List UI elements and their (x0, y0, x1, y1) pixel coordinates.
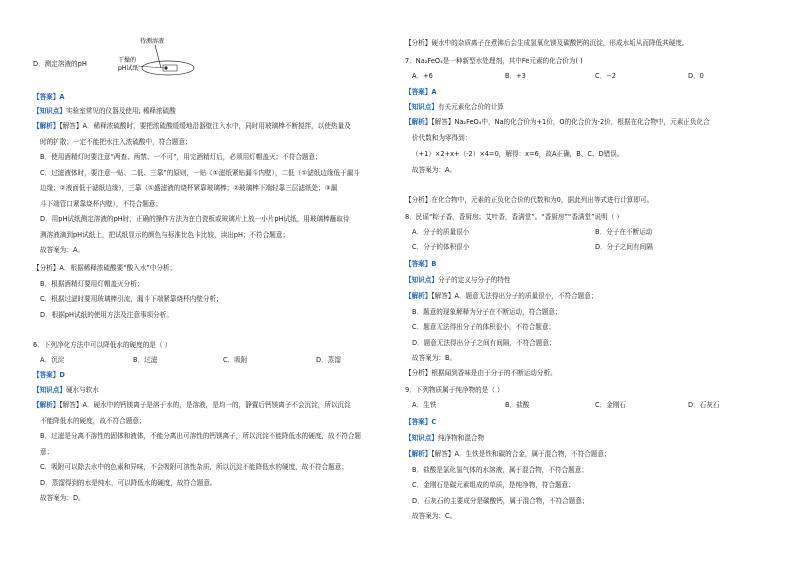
ph-test-figure (108, 33, 208, 83)
q9-option-a: A．生铁 (412, 401, 437, 409)
q5-knowledge: 【知识点】实验室常见的仪器及使用; 稀释浓硫酸 (33, 107, 176, 115)
q8-analysis: 【分析】根据闻到香味是由于分子的不断运动分析。 (405, 369, 557, 377)
explanation-line: 故答案为：A。 (40, 246, 85, 254)
q7-option-b: B．+3 (505, 72, 526, 80)
explanation-line: 故答案为：D。 (40, 494, 85, 502)
q6-option-c: C．吸附 (223, 356, 248, 364)
explanation-line: C．题意无法得出分子的体积很小，不符合题意； (412, 323, 556, 331)
q7-stem: 7．Na₂FeO₄是一种新型水处理剂，其中Fe元素的化合价为( ) (405, 57, 583, 65)
explanation-line: 边缘；②液面低于滤纸边缘），三靠（①盛滤液的烧杯紧靠玻璃棒；②玻璃棒下端轻靠三层滤纸处；③漏 (40, 184, 338, 192)
explanation-line: 【解析】【解答】A．稀释浓硫酸时，要把浓硫酸缓缓地沿器壁注入水中，同时用玻璃棒不断搅拌，以使热量及 (33, 122, 351, 130)
explanation-line: D．蒸馏得到的水是纯水，可以降低水的硬度，故符合题意。 (40, 478, 217, 487)
explanation-line: 【解析】【解答】A．硬水中的钙镁离子是溶于水的，是溶液，是均一的，静置后钙镁离子不会沉淀，所以沉淀 (33, 401, 351, 409)
explanation-line: D．题意无法得出分子之间有间隔，不符合题意； (412, 338, 556, 347)
q7-option-a: A．+6 (412, 72, 433, 80)
q8-option-d: D．分子之间有间隔 (595, 243, 653, 251)
explanation-line: B．过滤是分离不溶性的固体和液体，不能分离出可溶性的钙镁离子，所以沉淀不能降低水的硬度，故不符合题 (40, 432, 362, 440)
q9-option-d: D．石灰石 (688, 401, 720, 409)
explanation-line: 不能降低水的硬度，故不符合题意； (40, 416, 146, 425)
q5-answer: 【答案】A (33, 93, 65, 101)
q6-answer: 【答案】D (33, 371, 65, 379)
analysis-line: B．根据酒精灯要用灯帽盖灭分析； (40, 279, 144, 288)
q8-stem: 8．民谣“粽子香，香厨房；艾叶香，香满堂”。“香厨房”“香满堂”说明（ ） (405, 213, 624, 221)
q6-stem: 6．下列净化方法中可以降低水的硬度的是（ ） (33, 341, 172, 349)
q6-option-b: B．过滤 (133, 356, 158, 364)
explanation-line: 故答案为：B。 (412, 354, 457, 362)
figure-label-paper: 干燥的 (118, 57, 137, 64)
q9-answer: 【答案】C (405, 418, 437, 426)
q9-knowledge: 【知识点】纯净物和混合物 (405, 434, 485, 442)
explanation-line: 测溶液滴到pH试纸上，把试纸显示的颜色与标准比色卡比较，读出pH；不符合题意； (40, 230, 290, 239)
explanation-line: 时的扩散；一定不能把水注入浓硫酸中，符合题意； (40, 137, 192, 146)
q8-option-b: B．分子在不断运动 (595, 228, 653, 236)
explanation-line: C．吸附可以除去水中的色素和异味，不会吸附可溶性杂质，所以沉淀不能降低水的硬度，故不符合题意； (40, 463, 348, 471)
q9-stem: 9．下列物质属于纯净物的是（ ） (405, 386, 504, 394)
explanation-line: 意； (40, 447, 54, 456)
figure-label-solution: 待测溶液 (140, 38, 165, 45)
explanation-line: B．题意的现象解释为分子在不断运动，符合题意； (412, 307, 562, 316)
q9-option-c: C．金刚石 (595, 401, 626, 409)
analysis-line: C．根据过滤时要用玻璃棒引流，漏斗下端紧靠烧杯内壁分析； (40, 295, 223, 303)
q8-option-c: C．分子的体积很小 (412, 243, 470, 251)
explanation-line: 故答案为：C。 (412, 512, 457, 520)
q6-analysis: 【分析】硬水中的杂质离子在煮沸后会生成氢氧化镁及碳酸钙的沉淀，形成水垢从而降低其硬度。 (405, 39, 689, 47)
q7-option-c: C．−2 (595, 72, 616, 80)
q9-option-b: B．盐酸 (505, 401, 530, 409)
q6-knowledge: 【知识点】硬水与软水 (33, 386, 99, 394)
explanation-line: C．金刚石是碳元素组成的单质，是纯净物，符合题意； (412, 481, 575, 489)
q8-answer: 【答案】B (405, 260, 437, 268)
explanation-line: C．过滤液体时，要注意一贴、二低、三靠”的原则，一贴（①滤纸紧贴漏斗内壁），二低（①滤纸边缘低于漏斗 (40, 168, 360, 177)
q5-option-d: D．测定溶液的pH (33, 60, 87, 68)
explanation-line: （+1）×2+x+（-2）×4=0，解得：x=6，故A正确，B、C、D错误。 (412, 150, 624, 158)
q6-option-a: A．沉淀 (40, 356, 65, 364)
q7-option-d: D．0 (688, 72, 704, 80)
explanation-line: D．石灰石的主要成分是碳酸钙，属于混合物，不符合题意； (412, 496, 589, 505)
q8-option-a: A．分子的质量很小 (412, 228, 470, 236)
explanation-line: 【解析】【解答】A．生铁是铁和碳的合金，属于混合物，不符合题意； (405, 450, 611, 458)
explanation-line: 故答案为：A。 (412, 166, 457, 174)
explanation-line: 【解析】【解答】A．题意无法得出分子的质量很小，不符合题意； (405, 292, 598, 300)
explanation-line: B．盐酸是氯化氢气体的水溶液，属于混合物，不符合题意； (412, 465, 588, 474)
explanation-line: B．使用酒精灯时要注意“两查、两禁、一不可”，用完酒精灯后，必须用灯帽盖灭；不符合题意； (40, 153, 322, 161)
figure-label-paper2: pH试纸 (118, 65, 139, 72)
q7-analysis: 【分析】在化合物中，元素的正负化合价的代数和为0，据此列出等式进行计算即可。 (405, 196, 654, 204)
explanation-line: 斗下端管口紧靠烧杯内壁），不符合题意； (40, 199, 162, 208)
explanation-line: 【解析】【解答】Na₂FeO₄中，Na的化合价为+1价，O的化合价为-2价，根据在化合物中，元素正负化合 (405, 118, 710, 126)
q8-knowledge: 【知识点】分子的定义与分子的特性 (405, 276, 511, 284)
analysis-line: D．根据pH试纸的使用方法及注意事项分析。 (40, 310, 173, 319)
q7-knowledge: 【知识点】有关元素化合价的计算 (405, 103, 504, 111)
analysis-line: 【分析】A．根据稀释浓硫酸要“酸入水”中分析； (33, 264, 177, 272)
q7-answer: 【答案】A (405, 88, 437, 96)
explanation-line: D．用pH试纸测定溶液的pH时，正确的操作方法为在白瓷板或玻璃片上放一小片pH试纸，用玻璃棒蘸取待 (40, 215, 350, 223)
q6-option-d: D．蒸馏 (316, 356, 341, 364)
explanation-line: 价代数和为零得到： (412, 134, 472, 142)
